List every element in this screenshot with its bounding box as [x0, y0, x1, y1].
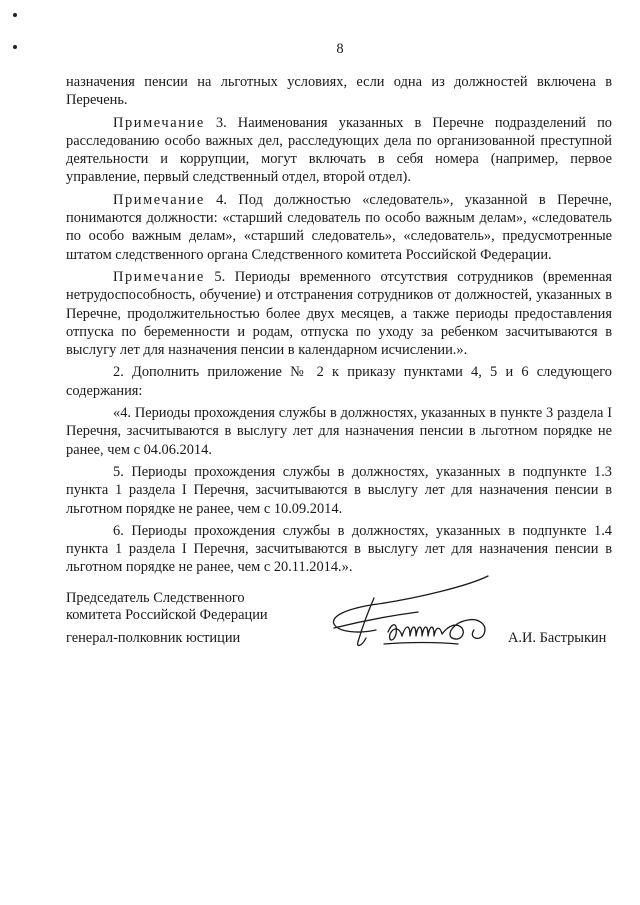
page-number: 8: [336, 41, 344, 57]
paragraph-text: 5. Периоды прохождения службы в должностях, указанных в подпункте 1.3 пункта 1 раздела I Перечня, засчитываются в выслугу лет для назначения пенсии в льготном порядке не ранее, чем с 10.09.2014.: [66, 463, 612, 517]
handwritten-signature: [328, 572, 508, 664]
paragraph-text: 4. Под должностью «следователь», указанной в Перечне, понимаются должности: «старший следователь по особо важным делам», «следователь по особо важным делам», «старший следователь», «следователь», предусмотренные штатом следственного органа Следственного комитета Российской Федерации.: [66, 191, 612, 263]
signatory-title-line: Председатель Следственного: [66, 590, 245, 606]
paragraph-text: 2. Дополнить приложение № 2 к приказу пунктами 4, 5 и 6 следующего содержания:: [66, 364, 612, 399]
scan-artifact-dot: [13, 13, 17, 17]
clause-5-paragraph: [66, 463, 612, 518]
signatory-title: [66, 590, 268, 623]
signatory-name: А.И. Бастрыкин: [508, 630, 607, 646]
note-label: Примечание: [113, 268, 205, 285]
note-3-paragraph: [66, 114, 612, 187]
note-4-paragraph: [66, 191, 612, 264]
paragraph-text: 5. Периоды временного отсутствия сотрудников (временная нетрудоспособность, обучение) и отстранения сотрудников от должностей, указанных в Перечне, продолжительностью более двух месяцев, а также периоды предоставления отпуска по беременности и родам, отпуска по уходу за ребенком засчитываются в выслугу лет для назначения пенсии в календарном исчислении.».: [66, 268, 612, 359]
signatory-title-line: комитета Российской Федерации: [66, 606, 268, 623]
clause-4-paragraph: [66, 404, 612, 459]
signatory-rank: генерал-полковник юстиции: [66, 630, 241, 646]
document-body: [66, 73, 612, 581]
clause-6-paragraph: [66, 522, 612, 577]
paragraph-text: «4. Периоды прохождения службы в должностях, указанных в пункте 3 раздела I Перечня, засчитываются в выслугу лет для назначения пенсии в льготном порядке не ранее, чем с 04.06.2014.: [66, 405, 612, 458]
paragraph-continuation: [66, 73, 612, 110]
paragraph-text: 6. Периоды прохождения службы в должностях, указанных в подпункте 1.4 пункта 1 раздела I Перечня, засчитываются в выслугу лет для назначения пенсии в льготном порядке не ранее, чем с 20.11.2014.».: [66, 522, 612, 576]
paragraph-text: назначения пенсии на льготных условиях, если одна из должностей включена в Перечень.: [66, 74, 612, 109]
note-label: Примечание: [113, 114, 205, 131]
note-5-paragraph: [66, 268, 612, 359]
note-label: Примечание: [113, 191, 205, 208]
paragraph-text: 3. Наименования указанных в Перечне подразделений по расследованию особо важных дел, расследующих дела по организованной преступной деятельности и коррупции, могут включать в себя номера (например, первое управление, первый следственный отдел, второй отдел).: [66, 114, 612, 186]
item-2-paragraph: [66, 363, 612, 400]
signature-block: [66, 590, 626, 680]
